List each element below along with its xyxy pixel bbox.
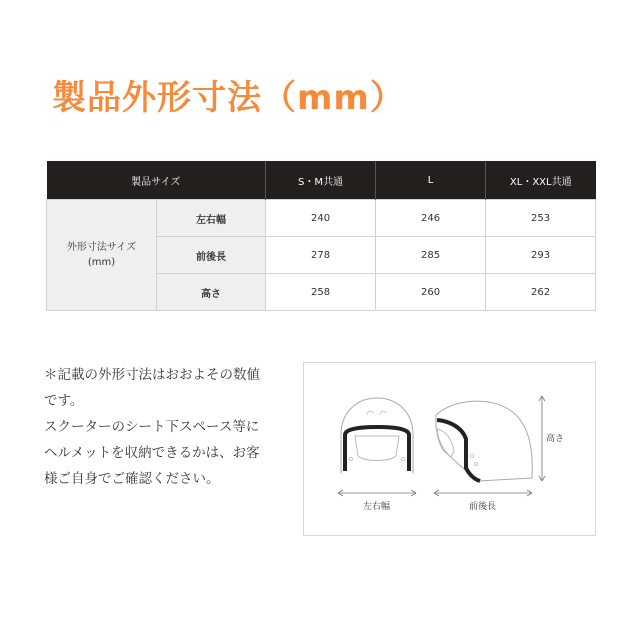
cell-width-xl: 253 [486, 200, 596, 237]
row-label-length: 前後長 [157, 237, 266, 274]
helmet-front-view-icon [341, 398, 413, 473]
note-line: スクーターのシート下スペース等に [44, 419, 260, 435]
header-size-l: L [376, 161, 486, 200]
note-line: ＊記載の外形寸法はおおよその数値 [44, 367, 260, 383]
cell-height-l: 260 [376, 274, 486, 311]
note-line: です。 [44, 393, 84, 409]
width-arrow [338, 490, 416, 496]
row-label-height: 高さ [157, 274, 266, 311]
row-label-width: 左右幅 [157, 200, 266, 237]
helmet-diagram [303, 362, 596, 536]
cell-length-xl: 293 [486, 237, 596, 274]
height-label: 高さ [546, 434, 565, 444]
group-label-line2: (mm) [87, 257, 116, 268]
height-arrow [539, 396, 545, 481]
table-header-row [47, 161, 596, 200]
note-line: ヘルメットを収納できるかは、お客 [44, 445, 260, 461]
cell-height-xl: 262 [486, 274, 596, 311]
helmet-diagram-svg [304, 363, 597, 537]
header-product-size: 製品サイズ [47, 161, 266, 200]
length-label: 前後長 [469, 502, 497, 512]
note-line: 様ご自身でご確認ください。 [44, 471, 220, 487]
cell-length-sm: 278 [266, 237, 376, 274]
page-title: 製品外形寸法（mm） [52, 78, 405, 118]
cell-width-l: 246 [376, 200, 486, 237]
header-size-sm: S・M共通 [266, 161, 376, 200]
width-label: 左右幅 [363, 502, 391, 512]
dimension-table [46, 161, 596, 311]
group-label-line1: 外形寸法サイズ [66, 242, 137, 253]
cell-height-sm: 258 [266, 274, 376, 311]
cell-length-l: 285 [376, 237, 486, 274]
header-size-xl: XL・XXL共通 [486, 161, 596, 200]
size-note [44, 362, 304, 492]
group-label [47, 200, 157, 311]
length-arrow [434, 490, 532, 496]
helmet-side-view-icon [436, 401, 532, 481]
table-row [47, 200, 596, 237]
cell-width-sm: 240 [266, 200, 376, 237]
